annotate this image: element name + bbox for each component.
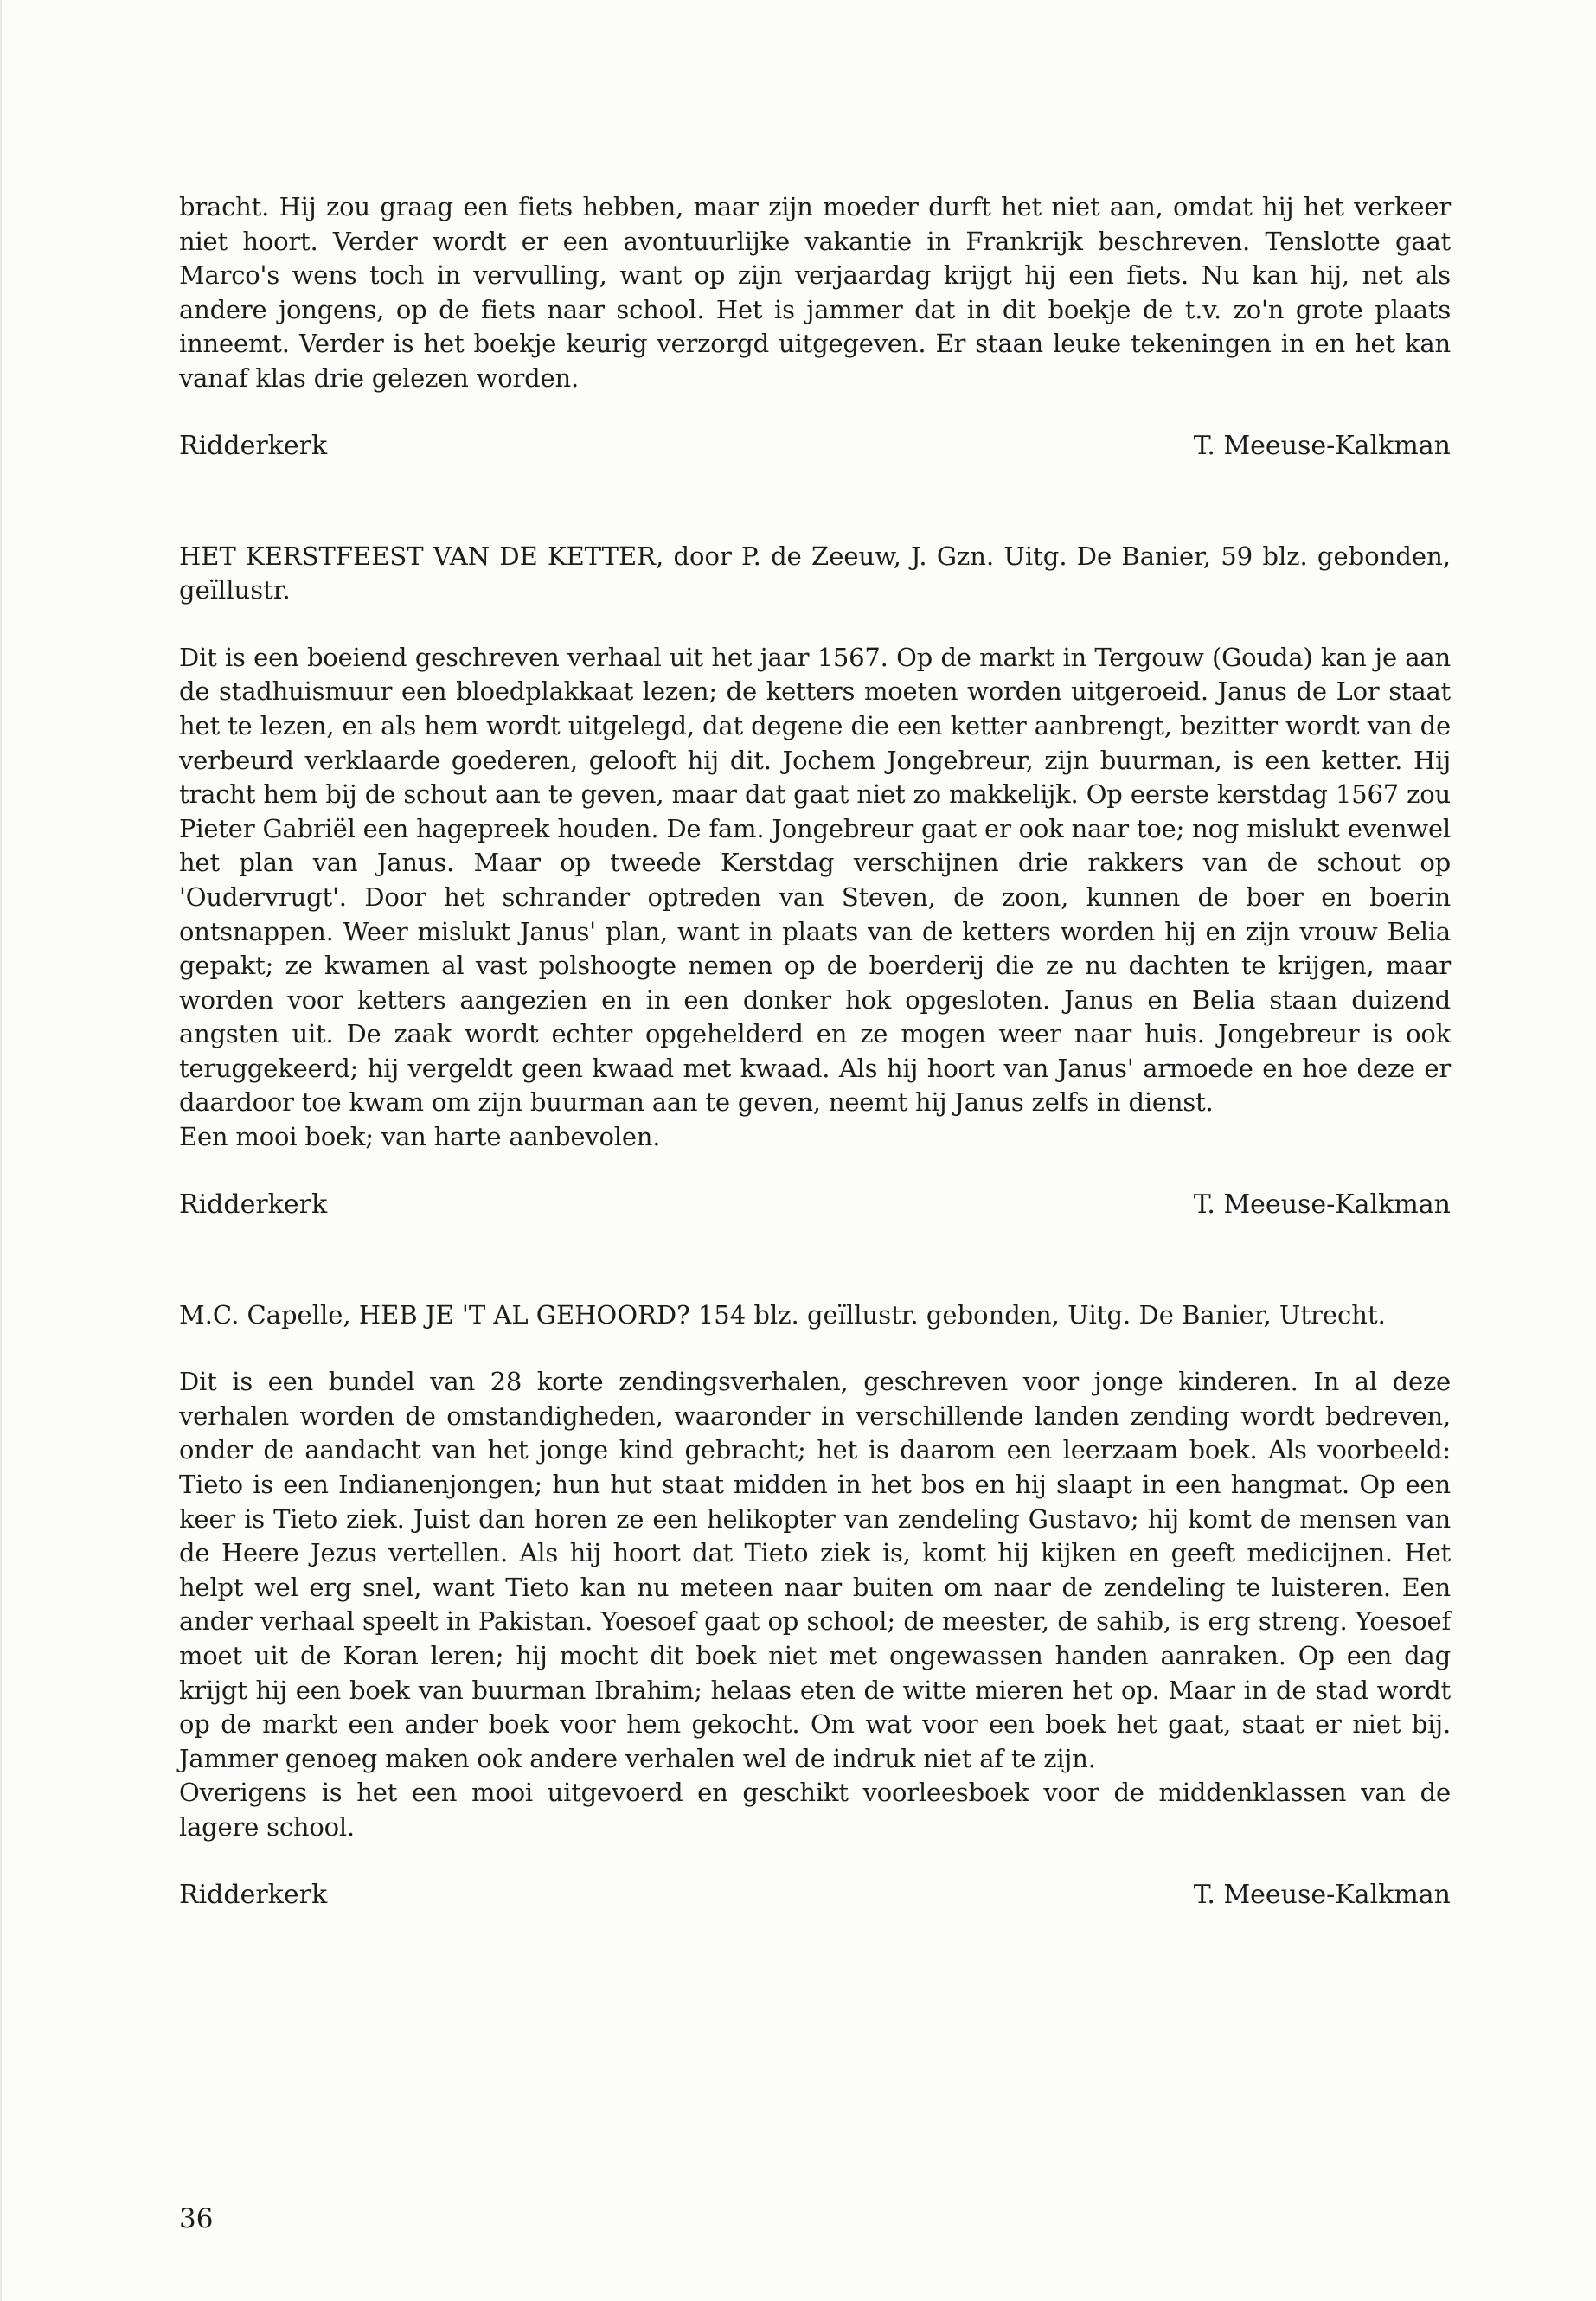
review-1-place: Ridderkerk: [179, 430, 328, 461]
review-2-body: Dit is een boeiend geschreven verhaal uit het jaar 1567. Op de markt in Tergouw (Gouda) kan je aan de stadhuismuur een bloedplakkaat lezen; de ketters moeten worden uitgeroeid. Janus de Lor staat het te lezen, en als hem wordt uitgelegd, dat degene die een ketter aanbrengt, bezitter wordt van de verbeurd verklaarde goederen, gelooft hij dit. Jochem Jongebreur, zijn buurman, is een ketter. Hij tracht hem bij de schout aan te geven, maar dat gaat niet zo makkelijk. Op eerste kerstdag 1567 zou Pieter Gabriël een hagepreek houden. De fam. Jongebreur gaat er ook naar toe; nog mislukt evenwel het plan van Janus. Maar op tweede Kerstdag verschijnen drie rakkers van de schout op 'Oudervrugt'. Door het schrander optreden van Steven, de zoon, kunnen de boer en boerin ontsnappen. Weer mislukt Janus' plan, want in plaats van de ketters worden hij en zijn vrouw Belia gepakt; ze kwamen al vast polshoogte nemen op de boerderij die ze nu dachten te krijgen, maar worden voor ketters aangezien en in een donker hok opgesloten. Janus en Belia staan duizend angsten uit. De zaak wordt echter opgehelderd en ze mogen weer naar huis. Jongebreur is ook teruggekeerd; hij vergeldt geen kwaad met kwaad. Als hij hoort van Janus' armoede en hoe deze er daardoor toe kwam om zijn buurman aan te geven, neemt hij Janus zelfs in dienst.: [179, 642, 1451, 1118]
review-2-author: T. Meeuse-Kalkman: [1193, 1189, 1451, 1220]
review-2-place: Ridderkerk: [179, 1189, 328, 1220]
review-1-body: bracht. Hij zou graag een fiets hebben, maar zijn moeder durft het niet aan, omdat hij het verkeer niet hoort. Verder wordt er een avontuurlijke vakantie in Frankrijk beschreven. Tenslotte gaat Marco's wens toch in vervulling, want op zijn verjaardag krijgt hij een fiets. Nu kan hij, net als andere jongens, op de fiets naar school. Het is jammer dat in dit boekje de t.v. zo'n grote plaats inneemt. Verder is het boekje keurig verzorgd uitgegeven. Er staan leuke tekeningen in en het kan vanaf klas drie gelezen worden.: [179, 192, 1451, 393]
review-3-closing: Overigens is het een mooi uitgevoerd en geschikt voorleesboek voor de middenklassen van de lagere school.: [179, 1778, 1451, 1842]
review-3: [179, 1298, 1451, 1913]
review-1: [179, 190, 1451, 464]
page-number: 36: [179, 2203, 214, 2234]
review-1-author: T. Meeuse-Kalkman: [1193, 430, 1451, 461]
review-3-place: Ridderkerk: [179, 1879, 328, 1910]
review-2-closing: Een mooi boek; van harte aanbevolen.: [179, 1122, 661, 1152]
review-1-signature: [179, 429, 1451, 464]
review-3-signature: [179, 1878, 1451, 1913]
review-2-signature: [179, 1188, 1451, 1222]
review-3-heading: M.C. Capelle, HEB JE 'T AL GEHOORD? 154 blz. geïllustr. gebonden, Uitg. De Banier, Utrecht.: [179, 1299, 1386, 1330]
page-content: [179, 190, 1451, 1913]
review-3-author: T. Meeuse-Kalkman: [1193, 1879, 1451, 1910]
review-3-body: Dit is een bundel van 28 korte zendingsverhalen, geschreven voor jonge kinderen. In al deze verhalen worden de omstandigheden, waaronder in verschillende landen zending wordt bedreven, onder de aandacht van het jonge kind gebracht; het is daarom een leerzaam boek. Als voorbeeld: Tieto is een Indianenjongen; hun hut staat midden in het bos en hij slaapt in een hangmat. Op een keer is Tieto ziek. Juist dan horen ze een helikopter van zendeling Gustavo; hij komt de mensen van de Heere Jezus vertellen. Als hij hoort dat Tieto ziek is, komt hij kijken en geeft medicijnen. Het helpt wel erg snel, want Tieto kan nu meteen naar buiten om naar de zendeling te luisteren. Een ander verhaal speelt in Pakistan. Yoesoef gaat op school; de meester, de sahib, is erg streng. Yoesoef moet uit de Koran leren; hij mocht dit boek niet met ongewassen handen aanraken. Op een dag krijgt hij een boek van buurman Ibrahim; helaas eten de witte mieren het op. Maar in de stad wordt op de markt een ander boek voor hem gekocht. Om wat voor een boek het gaat, staat er niet bij. Jammer genoeg maken ook andere verhalen wel de indruk niet af te zijn.: [179, 1367, 1451, 1773]
review-2-heading: HET KERSTFEEST VAN DE KETTER, door P. de Zeeuw, J. Gzn. Uitg. De Banier, 59 blz. gebonden, geïllustr.: [179, 541, 1451, 606]
review-2: [179, 540, 1451, 1222]
